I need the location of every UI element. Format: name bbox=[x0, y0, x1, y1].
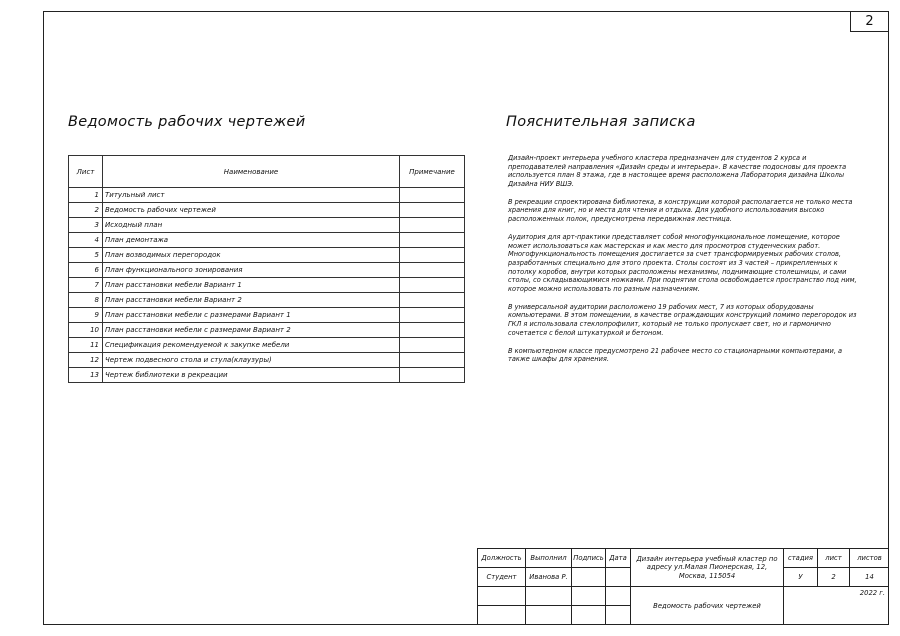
row-remark bbox=[400, 188, 465, 203]
note-paragraph: Дизайн-проект интерьера учебного кластера предназначен для студентов 2 курса и преподавателей направления «Дизайн среды и интерьера». В качестве подосновы для проекта используется план 8 этажа, где в настоящее время расположена Лаборатория дизайна Школы Дизайна НИУ ВШЭ. bbox=[508, 154, 847, 188]
tb-performed-value: Иванова Р. bbox=[525, 567, 571, 586]
table-row bbox=[69, 278, 465, 293]
tb-sheets-label: листов bbox=[849, 548, 889, 567]
row-name: План расстановки мебели Вариант 2 bbox=[103, 293, 400, 308]
tb-empty-cell bbox=[605, 586, 630, 605]
header-remark: Примечание bbox=[400, 156, 465, 188]
header-num: Лист bbox=[69, 156, 103, 188]
tb-empty-cell bbox=[477, 586, 525, 605]
tb-project-title: Дизайн интерьера учебный кластер по адресу ул.Малая Пионерская, 12, Москва, 115054 bbox=[630, 548, 783, 586]
tb-empty-cell bbox=[477, 605, 525, 625]
tb-empty-cell bbox=[605, 605, 630, 625]
row-remark bbox=[400, 248, 465, 263]
note-title: Пояснительная записка bbox=[506, 114, 696, 130]
row-num: 4 bbox=[69, 233, 103, 248]
row-num: 7 bbox=[69, 278, 103, 293]
tb-sheet-label: лист bbox=[817, 548, 849, 567]
row-num: 12 bbox=[69, 353, 103, 368]
note-paragraph: В компьютерном классе предусмотрено 21 рабочее место со стационарными компьютерами, а также шкафы для хранения. bbox=[508, 346, 843, 364]
row-name: Титульный лист bbox=[103, 188, 400, 203]
tb-drawing-title: Ведомость рабочих чертежей bbox=[630, 586, 783, 625]
row-name: План демонтажа bbox=[103, 233, 400, 248]
tb-year: 2022 г. bbox=[783, 586, 889, 625]
tb-header-date: Дата bbox=[605, 548, 630, 567]
tb-empty-cell bbox=[525, 586, 571, 605]
table-row bbox=[69, 293, 465, 308]
table-row bbox=[69, 368, 465, 383]
row-remark bbox=[400, 218, 465, 233]
tb-stage-label: стадия bbox=[783, 548, 817, 567]
row-name: План расстановки мебели с размерами Вариант 1 bbox=[103, 308, 400, 323]
table-row bbox=[69, 338, 465, 353]
row-remark bbox=[400, 233, 465, 248]
row-num: 8 bbox=[69, 293, 103, 308]
tb-empty-cell bbox=[571, 586, 605, 605]
row-remark bbox=[400, 338, 465, 353]
row-name: План расстановки мебели Вариант 1 bbox=[103, 278, 400, 293]
row-remark bbox=[400, 368, 465, 383]
tb-header-position: Должность bbox=[477, 548, 525, 567]
row-num: 3 bbox=[69, 218, 103, 233]
row-name: План функционального зонирования bbox=[103, 263, 400, 278]
tb-date-cell bbox=[605, 567, 630, 586]
row-num: 6 bbox=[69, 263, 103, 278]
explanatory-note-text bbox=[508, 154, 860, 373]
row-remark bbox=[400, 263, 465, 278]
note-paragraph: В рекреации спроектирована библиотека, в конструкции которой располагается не только места хранения для книг, но и места для чтения и отдыха. Для удобного использования высоко расположенных полок, предусмотрена передвижная лестница. bbox=[508, 197, 853, 224]
tb-sheet-value: 2 bbox=[817, 567, 849, 586]
tb-sheets-value: 14 bbox=[849, 567, 889, 586]
tb-header-performed: Выполнил bbox=[525, 548, 571, 567]
table-row bbox=[69, 353, 465, 368]
tb-signature-cell bbox=[571, 567, 605, 586]
row-num: 2 bbox=[69, 203, 103, 218]
row-num: 11 bbox=[69, 338, 103, 353]
note-paragraph: Аудитория для арт-практики представляет собой многофункциональное помещение, которое может использоваться как мастерская и как место для просмотров студенческих работ. Многофункциональность помещения достигается за счет трансформируемых рабочих столов, разработанных специально для этого проекта. Столы состоят из 3 частей – прикрепленных к потолку коробов, внутри которых расположены механизмы, поднимающие столешницы, и сами столы, со складывающимися ножками. При поднятии стола освобождается пространство под ним, которое можно использовать по разным назначениям. bbox=[508, 233, 857, 293]
drawings-list-title: Ведомость рабочих чертежей bbox=[68, 114, 306, 130]
header-name: Наименование bbox=[103, 156, 400, 188]
table-row bbox=[69, 323, 465, 338]
sheet-number: 2 bbox=[850, 11, 889, 32]
row-remark bbox=[400, 203, 465, 218]
row-num: 1 bbox=[69, 188, 103, 203]
tb-position-value: Студент bbox=[477, 567, 525, 586]
title-block bbox=[477, 548, 889, 625]
table-row bbox=[69, 263, 465, 278]
drawings-list-table bbox=[68, 155, 465, 383]
row-remark bbox=[400, 278, 465, 293]
table-row bbox=[69, 203, 465, 218]
row-name: Ведомость рабочих чертежей bbox=[103, 203, 400, 218]
table-row bbox=[69, 248, 465, 263]
row-remark bbox=[400, 353, 465, 368]
row-num: 9 bbox=[69, 308, 103, 323]
tb-header-signature: Подпись bbox=[571, 548, 605, 567]
row-name: Чертеж библиотеки в рекреации bbox=[103, 368, 400, 383]
table-header-row bbox=[69, 156, 465, 188]
table-row bbox=[69, 188, 465, 203]
note-paragraph: В универсальной аудитории расположено 19 рабочих мест, 7 из которых оборудованы компьютерами. В этом помещении, в качестве ограждающих конструкций помимо перегородок из ГКЛ я использовала стеклопрофилит, который не только пропускает свет, но и гармонично сочетается с белой штукатуркой и бетоном. bbox=[508, 302, 857, 337]
tb-empty-cell bbox=[571, 605, 605, 625]
row-name: План расстановки мебели с размерами Вариант 2 bbox=[103, 323, 400, 338]
table-row bbox=[69, 308, 465, 323]
row-num: 10 bbox=[69, 323, 103, 338]
row-remark bbox=[400, 308, 465, 323]
row-name: Спецификация рекомендуемой к закупке мебели bbox=[103, 338, 400, 353]
tb-empty-cell bbox=[525, 605, 571, 625]
row-remark bbox=[400, 323, 465, 338]
row-name: Чертеж подвесного стола и стула(клаузуры) bbox=[103, 353, 400, 368]
tb-stage-value: У bbox=[783, 567, 817, 586]
table-row bbox=[69, 218, 465, 233]
row-name: Исходный план bbox=[103, 218, 400, 233]
row-remark bbox=[400, 293, 465, 308]
row-num: 5 bbox=[69, 248, 103, 263]
table-row bbox=[69, 233, 465, 248]
row-name: План возводимых перегородок bbox=[103, 248, 400, 263]
row-num: 13 bbox=[69, 368, 103, 383]
